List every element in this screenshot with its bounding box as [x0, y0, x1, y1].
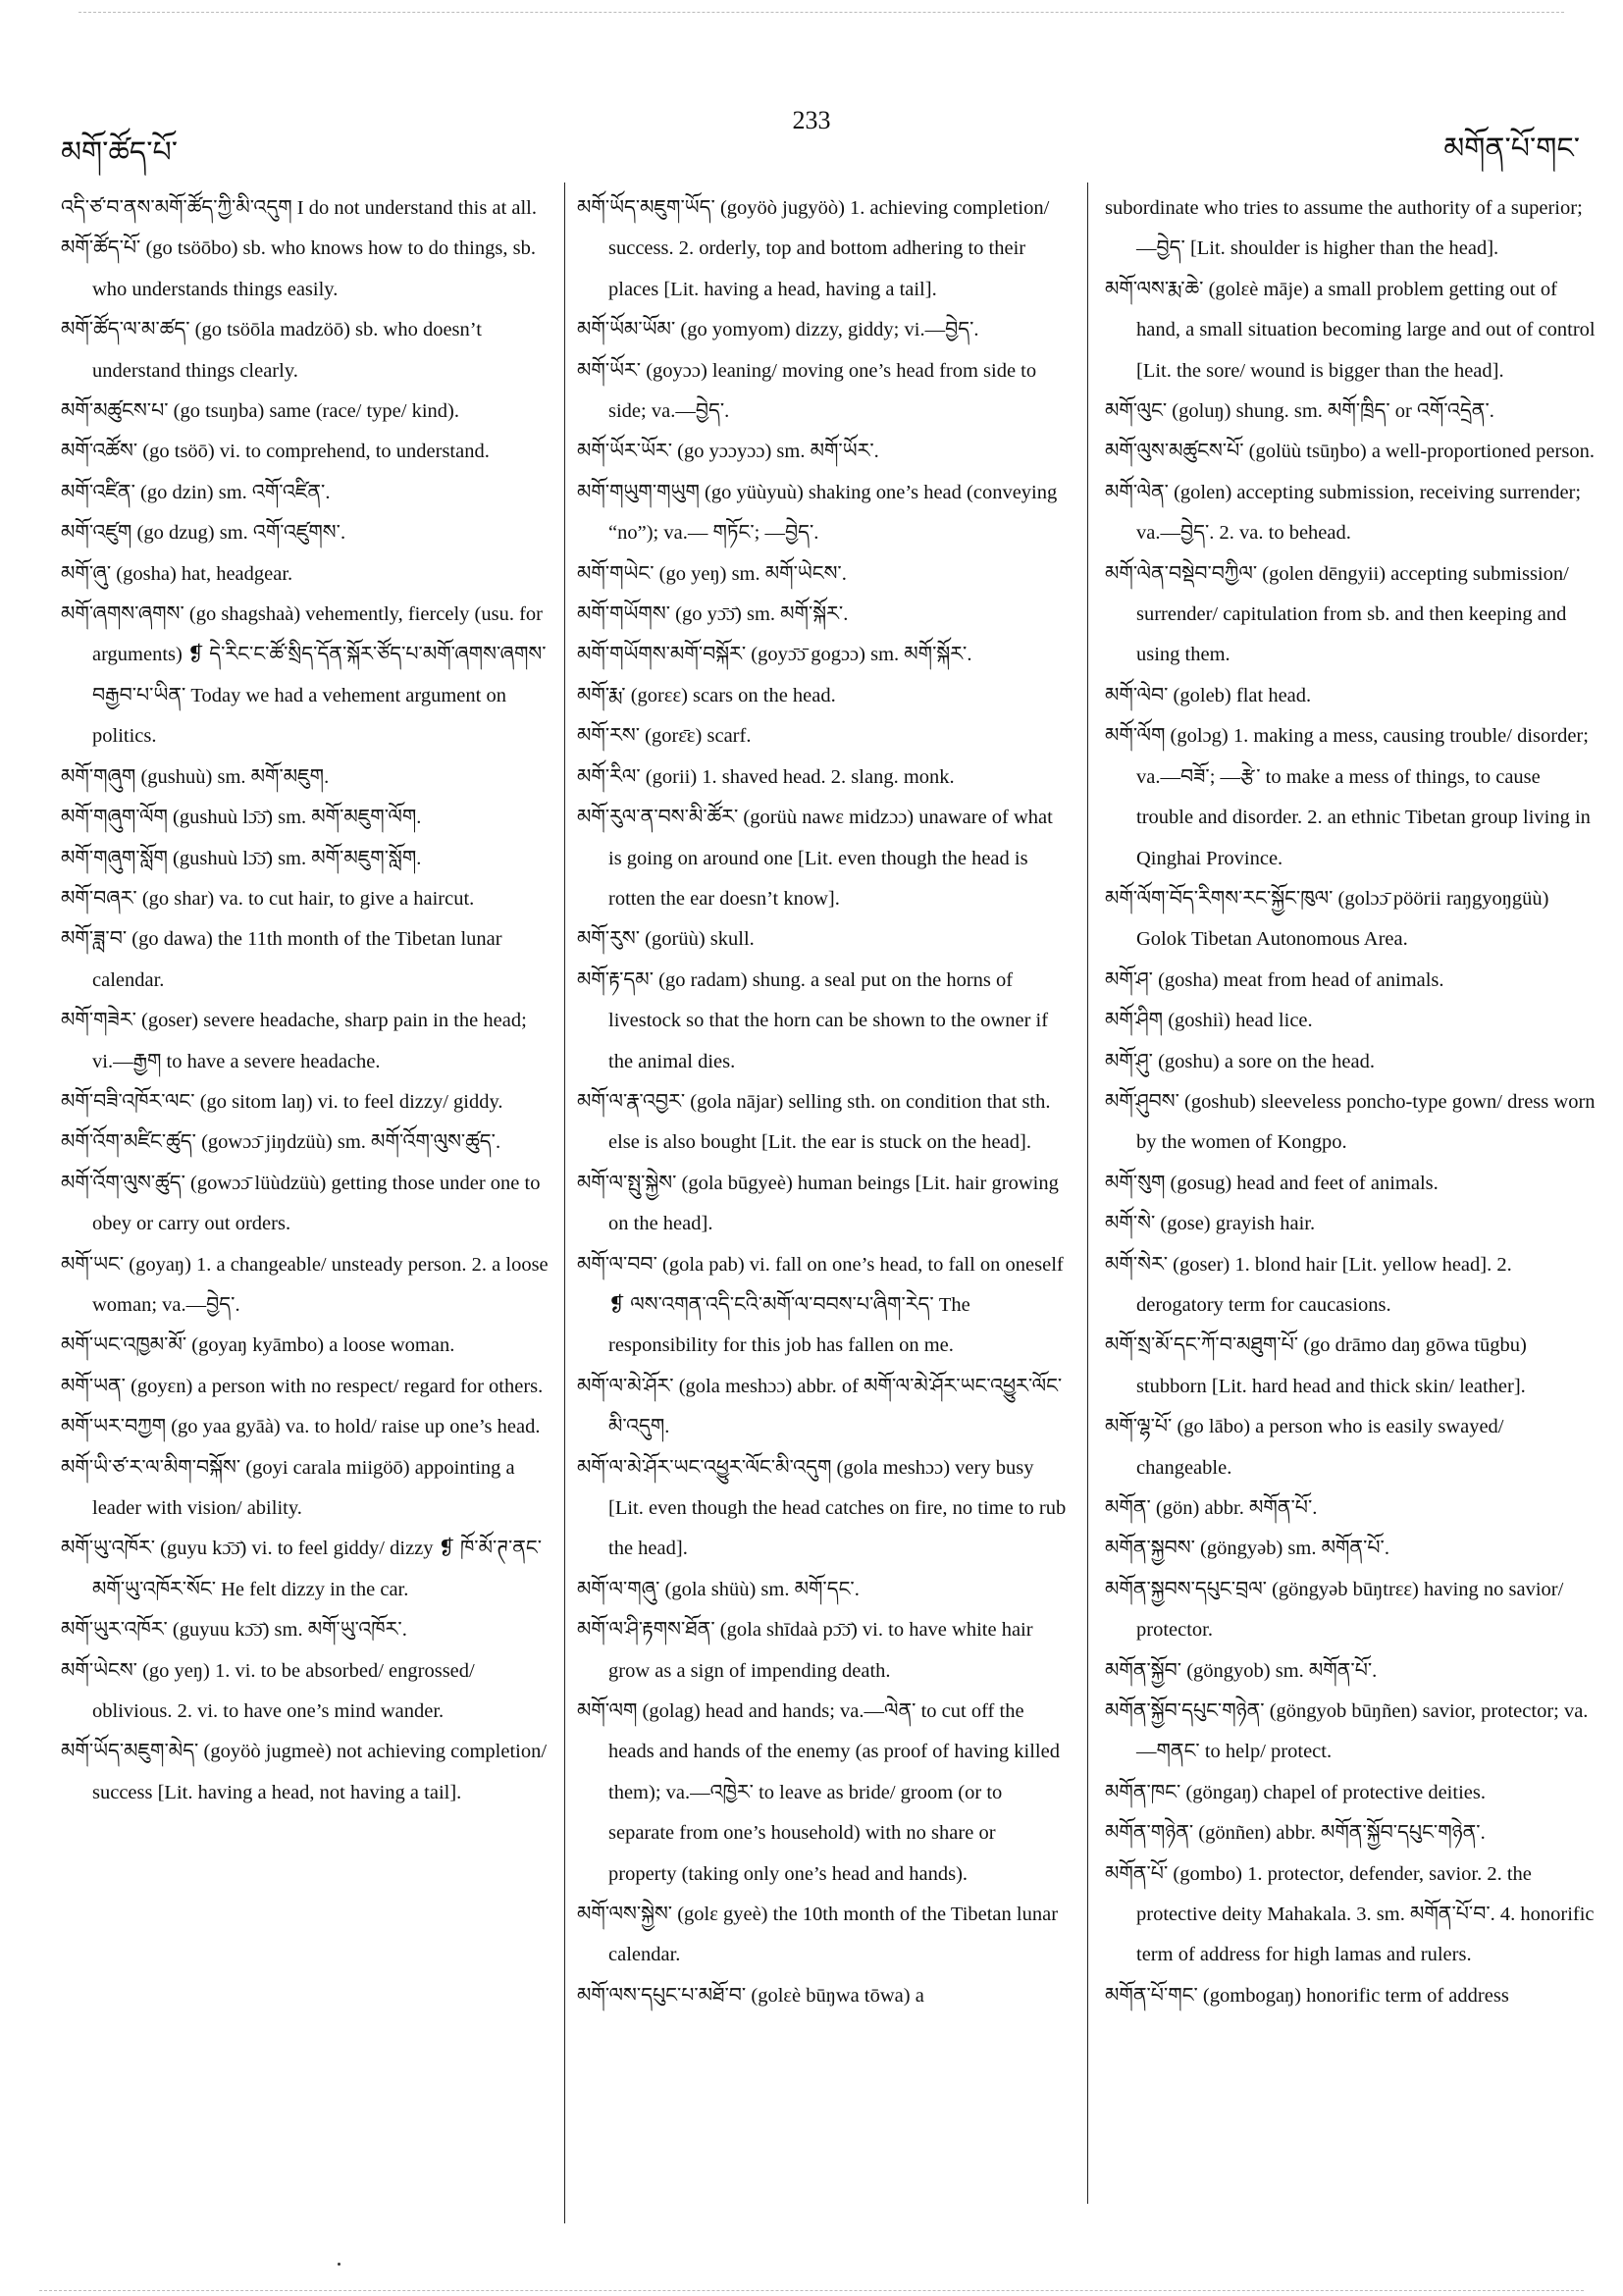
dictionary-entry: མགོ་བཟི་འཁོར་ལང་ (go sitom laŋ) vi. to feel dizzy/ giddy.	[61, 1090, 503, 1113]
dictionary-entry: མགོ་སེ་ (gose) grayish hair.	[1105, 1213, 1316, 1235]
dictionary-entry: མགོ་ཡོམ་ཡོམ་ (go yomyom) dizzy, giddy; vi.—བྱེད་.	[577, 319, 979, 341]
dictionary-entry: མགོ་ཡུར་འཁོར་ (guyuu kɔ̄ɔ̄) sm. མགོ་ཡུ་འཁོར་.	[61, 1619, 407, 1642]
dictionary-entry: མགོ་ཡང་ (goyaŋ) 1. a changeable/ unsteady person. 2. a loose woman; va.—བྱེད་.	[61, 1253, 549, 1316]
dictionary-entry: མགོ་འཚོས་ (go tsöō) vi. to comprehend, to understand.	[61, 441, 490, 463]
dictionary-entry: མགོན་སྐྱོབ་དཔུང་གཉེན་ (göngyob būŋñen) savior, protector; va.—གནང་ to help/ protect.	[1105, 1700, 1589, 1763]
dictionary-entry: མགོ་རྨ་ (gorɛɛ) scars on the head.	[577, 684, 836, 706]
dictionary-entry: མགོ་སྲ་མོ་དང་ཀོ་བ་མཐུག་པོ་ (go drāmo daŋ gōwa tūgbu) stubborn [Lit. hard head and thick skin/ leather].	[1105, 1334, 1527, 1397]
dictionary-entry: མགོ་ལས་དཔུང་པ་མཐོ་བ་ (golɛè būŋwa tōwa) a	[577, 1984, 924, 2007]
column-left	[61, 188, 551, 2229]
right-guide-word: མགོན་པོ་གང་	[1443, 131, 1580, 166]
dictionary-entry: མགོ་ཡར་བཀྱག (go yaa gyāà) va. to hold/ raise up one’s head.	[61, 1416, 541, 1438]
dictionary-entry: མགོ་ཡུ་འཁོར་ (guyu kɔ̄ɔ̄) vi. to feel giddy/ dizzy ❡ ཁོ་མོ་ཊ་ནང་མགོ་ཡུ་འཁོར་སོང་ He felt dizzy in the car.	[61, 1538, 543, 1600]
dictionary-entry: མགོ་ལས་རྨ་ཆེ་ (golɛè māje) a small problem getting out of hand, a small situation becoming large and out of control [Lit. the sore/ wound is bigger than the head].	[1105, 278, 1596, 382]
dictionary-entry: མགོ་ཚོད་པོ་ (go tsöōbo) sb. who knows how to do things, sb. who understands things easily.	[61, 237, 536, 300]
dictionary-entry: འདི་ཙ་བ་ནས་མགོ་ཚོད་ཀྱི་མི་འདུག I do not understand this at all.	[61, 197, 537, 219]
dictionary-entry: མགོ་ལ་མེ་ཤོར་ (gola meshɔɔ) abbr. of མགོ་ལ་མེ་ཤོར་ཡང་འཕྱུར་ལོང་མི་འདུག.	[577, 1375, 1063, 1438]
dictionary-entry: མགོ་ལུས་མཚུངས་པོ་ (golüù tsūŋbo) a well-proportioned person.	[1105, 441, 1595, 463]
dictionary-entry: མགོན་སྐྱབས་དཔུང་བྲལ་ (göngyəb būŋtrɛɛ) having no savior/ protector.	[1105, 1578, 1564, 1642]
dictionary-entry: མགོ་ཡང་འཁྱམ་མོ་ (goyaŋ kyāmbo) a loose woman.	[61, 1334, 455, 1357]
dictionary-entry: མགོ་ལུང་ (goluŋ) shung. sm. མགོ་ཁྲིད་ or འགོ་འདྲེན་.	[1105, 400, 1494, 423]
dictionary-entry: མགོ་ལ་གཞུ་ (gola shüù) sm. མགོ་དང་.	[577, 1578, 860, 1600]
dictionary-entry: མགོ་རུལ་ན་བས་མི་ཚོར་ (gorüù nawɛ midzɔɔ) unaware of what is going on around one [Lit. even though the head is rotten the ear doesn’t know].	[577, 807, 1053, 910]
dictionary-entry: མགོ་ཡོར་ (goyɔɔ) leaning/ moving one’s head from side to side; va.—བྱེད་.	[577, 359, 1037, 423]
dictionary-entry: མགོ་ཤིག (goshiì) head lice.	[1105, 1010, 1313, 1032]
dictionary-entry: མགོན་པོ་གང་ (gombogaŋ) honorific term of address	[1105, 1984, 1509, 2007]
scan-speck	[338, 2263, 340, 2266]
dictionary-entry: མགོན་སྐྱོབ་ (göngyob) sm. མགོན་པོ་.	[1105, 1659, 1378, 1682]
dictionary-entry: མགོ་ཡི་ཙ་ར་ལ་མིག་བསྐོས་ (goyi carala miigöō) appointing a leader with vision/ ability.	[61, 1456, 515, 1519]
page-number: 233	[792, 106, 831, 134]
dictionary-entry: མགོན་ཁང་ (göngaŋ) chapel of protective deities.	[1105, 1781, 1486, 1803]
dictionary-entry: མགོ་ཤུབས་ (goshub) sleeveless poncho-type gown/ dress worn by the women of Kongpo.	[1105, 1090, 1596, 1154]
dictionary-entry: མགོ་གཡོགས་ (go yɔ̄ɔ̄) sm. མགོ་སྐོར་.	[577, 603, 849, 626]
dictionary-entry: མགོ་རས་ (gorɛ̄ɛ) scarf.	[577, 725, 752, 748]
dictionary-entry: མགོ་གཡུག་གཡུག (go yüùyuù) shaking one’s head (conveying “no”); va.— གཏོང་; —བྱེད་.	[577, 481, 1058, 545]
dictionary-entry: མགོ་གཡོགས་མགོ་བསྐོར་ (goyɔ̄ɔ̄ gogɔɔ) sm. མགོ་སྐོར་.	[577, 644, 972, 666]
dictionary-entry: མགོ་ལ་མེ་ཤོར་ཡང་འཕྱུར་ལོང་མི་འདུག (gola meshɔɔ) very busy [Lit. even though the head catches on fire, no time to rub the head].	[577, 1456, 1067, 1560]
dictionary-entry: མགོ་གཞུག (gushuù) sm. མགོ་མཇུག.	[61, 765, 330, 788]
dictionary-entry: མགོན་སྐྱབས་ (göngyəb) sm. མགོན་པོ་.	[1105, 1538, 1389, 1560]
dictionary-entry: མགོ་ལེན་བསྡེབ་བཀྱིལ་ (golen dēngyii) accepting submission/ surrender/ capitulation from sb. and then keeping and using them.	[1105, 562, 1569, 666]
dictionary-entry: subordinate who tries to assume the authority of a superior; —བྱེད་ [Lit. shoulder is higher than the head].	[1105, 197, 1583, 260]
dictionary-entry: མགོ་གཟེར་ (goser) severe headache, sharp pain in the head; vi.—རྒྱག to have a severe headache.	[61, 1010, 527, 1072]
column-middle	[577, 188, 1068, 2229]
dictionary-entry: མགོ་སུག (gosug) head and feet of animals.	[1105, 1172, 1439, 1194]
dictionary-entry: མགོ་ཡོར་ཡོར་ (go yɔɔyɔɔ) sm. མགོ་ཡོར་.	[577, 441, 879, 463]
column-right	[1105, 188, 1596, 2229]
dictionary-entry: མགོ་ལག (golag) head and hands; va.—ལེན་ to cut off the heads and hands of the enemy (as proof of having killed them); va.—འཁྱེར་ to leave as bride/ groom (or to separate from one’s household) with no share or property (taking only one’s head and hands).	[577, 1700, 1060, 1885]
dictionary-entry: མགོ་ཡེངས་ (go yeŋ) 1. vi. to be absorbed/ engrossed/ oblivious. 2. vi. to have one’s mind wander.	[61, 1659, 475, 1723]
dictionary-entry: མགོན་པོ་ (gombo) 1. protector, defender, savior. 2. the protective deity Mahakala. 3. sm. མགོན་པོ་བ་. 4. honorific term of address for high lamas and rulers.	[1105, 1862, 1595, 1966]
dictionary-entry: མགོ་ལེན་ (golen) accepting submission, receiving surrender; va.—བྱེད་. 2. va. to behead.	[1105, 481, 1582, 545]
dictionary-entry: མགོ་གཞུག་ལོག (gushuù lɔ̄ɔ̄) sm. མགོ་མཇུག་ལོག.	[61, 807, 422, 829]
dictionary-entry: མགོ་ལ་བབ་ (gola pab) vi. fall on one’s head, to fall on oneself ❡ ལས་འགན་འདི་ངའི་མགོ་ལ་བབས་པ་ཞིག་རེད་ The responsibility for this job has fallen on me.	[577, 1253, 1064, 1357]
dictionary-entry: མགོ་ལ་ཤི་རྟགས་ཐོན་ (gola shīdaà pɔ̄ɔ̄) vi. to have white hair grow as a sign of impending death.	[577, 1619, 1033, 1682]
dictionary-entry: མགོ་རིལ་ (gorii) 1. shaved head. 2. slang. monk.	[577, 765, 955, 788]
dictionary-entry: མགོན་ (gön) abbr. མགོན་པོ་.	[1105, 1497, 1318, 1519]
dictionary-entry: མགོ་ལོག་བོད་རིགས་རང་སྐྱོང་ཁུལ་ (golɔɔ̄ pöörii raŋgyoŋgüù) Golok Tibetan Autonomous Area.	[1105, 887, 1549, 951]
dictionary-entry: མགོ་ཡོད་མཇུག་ཡོད་ (goyöò jugyöò) 1. achieving completion/ success. 2. orderly, top and bottom adhering to their places [Lit. having a head, having a tail].	[577, 197, 1050, 300]
dictionary-entry: མགོ་ལེབ་ (goleb) flat head.	[1105, 684, 1312, 706]
dictionary-entry: མགོ་འཛིན་ (go dzin) sm. འགོ་འཛིན་.	[61, 481, 331, 503]
bottom-scan-border	[39, 2290, 1584, 2291]
dictionary-entry: མགོ་ལ་རྣ་འབྱར་ (gola nājar) selling sth. on condition that sth. else is also bought [Lit. the ear is stuck on the head].	[577, 1090, 1051, 1154]
dictionary-entry: མགོ་བཞར་ (go shar) va. to cut hair, to give a haircut.	[61, 887, 475, 910]
left-guide-word: མགོ་ཚོད་པོ་	[61, 135, 179, 170]
dictionary-entry: མགོ་ཟླ་བ་ (go dawa) the 11th month of the Tibetan lunar calendar.	[61, 928, 502, 991]
dictionary-entry: མགོ་ཞུ་ (gosha) hat, headgear.	[61, 562, 293, 585]
dictionary-entry: མགོ་འོག་མཛིང་ཚུད་ (gowɔɔ̄ jiŋdzüù) sm. མགོ་འོག་ལུས་ཚུད་.	[61, 1131, 501, 1154]
dictionary-entry: མགོ་སེར་ (goser) 1. blond hair [Lit. yellow head]. 2. derogatory term for caucasions.	[1105, 1253, 1512, 1316]
dictionary-entry: མགོན་གཉེན་ (gönñen) abbr. མགོན་སྐྱོབ་དཔུང་གཉེན་.	[1105, 1822, 1486, 1845]
top-scan-border	[79, 12, 1564, 13]
dictionary-entry: མགོ་རྟ་དམ་ (go radam) shung. a seal put on the horns of livestock so that the horn can be shown to the owner if the animal dies.	[577, 968, 1049, 1072]
dictionary-entry: མགོ་ལྷ་པོ་ (go lābo) a person who is easily swayed/ changeable.	[1105, 1416, 1504, 1479]
dictionary-entry: མགོ་གཞུག་སློག (gushuù lɔ̄ɔ̄) sm. མགོ་མཇུག་སློག.	[61, 847, 422, 869]
dictionary-entry: མགོ་ཤུ་ (goshu) a sore on the head.	[1105, 1050, 1375, 1072]
column-divider-2	[1087, 183, 1088, 2204]
dictionary-entry: མགོ་ཡན་ (goyɛn) a person with no respect/ regard for others.	[61, 1375, 544, 1397]
dictionary-entry: མགོ་འོག་ལུས་ཚུད་ (gowɔɔ̄ lüùdzüù) getting those under one to obey or carry out orders.	[61, 1172, 541, 1235]
dictionary-entry: མགོ་ལ་སྤུ་སྐྱེས་ (gola būgyeè) human beings [Lit. hair growing on the head].	[577, 1172, 1059, 1235]
column-divider-1	[564, 183, 565, 2223]
dictionary-entry: མགོ་ཡོད་མཇུག་མེད་ (goyöò jugmeè) not achieving completion/ success [Lit. having a head, not having a tail].	[61, 1741, 548, 1803]
dictionary-entry: མགོ་ཞགས་ཞགས་ (go shagshaà) vehemently, fiercely (usu. for arguments) ❡ དེ་རིང་ང་ཚོ་སྲིད་དོན་སྐོར་ཙོད་པ་མགོ་ཞགས་ཞགས་བརྒྱབ་པ་ཡིན་ Today we had a vehement argument on politics.	[61, 603, 547, 748]
dictionary-entry: མགོ་གཡེང་ (go yeŋ) sm. མགོ་ཡེངས་.	[577, 562, 847, 585]
dictionary-entry: མགོ་ཚོད་ལ་མ་ཚད་ (go tsöōla madzöō) sb. who doesn’t understand things clearly.	[61, 319, 482, 382]
dictionary-entry: མགོ་ལོག (golɔg) 1. making a mess, causing trouble/ disorder; va.—བཟོ་; —རྩེ་ to make a mess of things, to cause trouble and disorder. 2. an ethnic Tibetan group living in Qinghai Province.	[1105, 725, 1591, 869]
dictionary-entry: མགོ་འཛུག (go dzug) sm. འགོ་འཛུགས་.	[61, 522, 346, 545]
dictionary-entry: མགོ་ལས་སྐྱེས་ (golɛ gyeè) the 10th month of the Tibetan lunar calendar.	[577, 1904, 1059, 1966]
dictionary-entry: མགོ་ཤ་ (gosha) meat from head of animals.	[1105, 968, 1444, 991]
page-header	[0, 102, 1623, 170]
dictionary-entry: མགོ་མཚུངས་པ་ (go tsuŋba) same (race/ type/ kind).	[61, 400, 460, 423]
dictionary-entry: མགོ་རུས་ (gorüù) skull.	[577, 928, 755, 951]
